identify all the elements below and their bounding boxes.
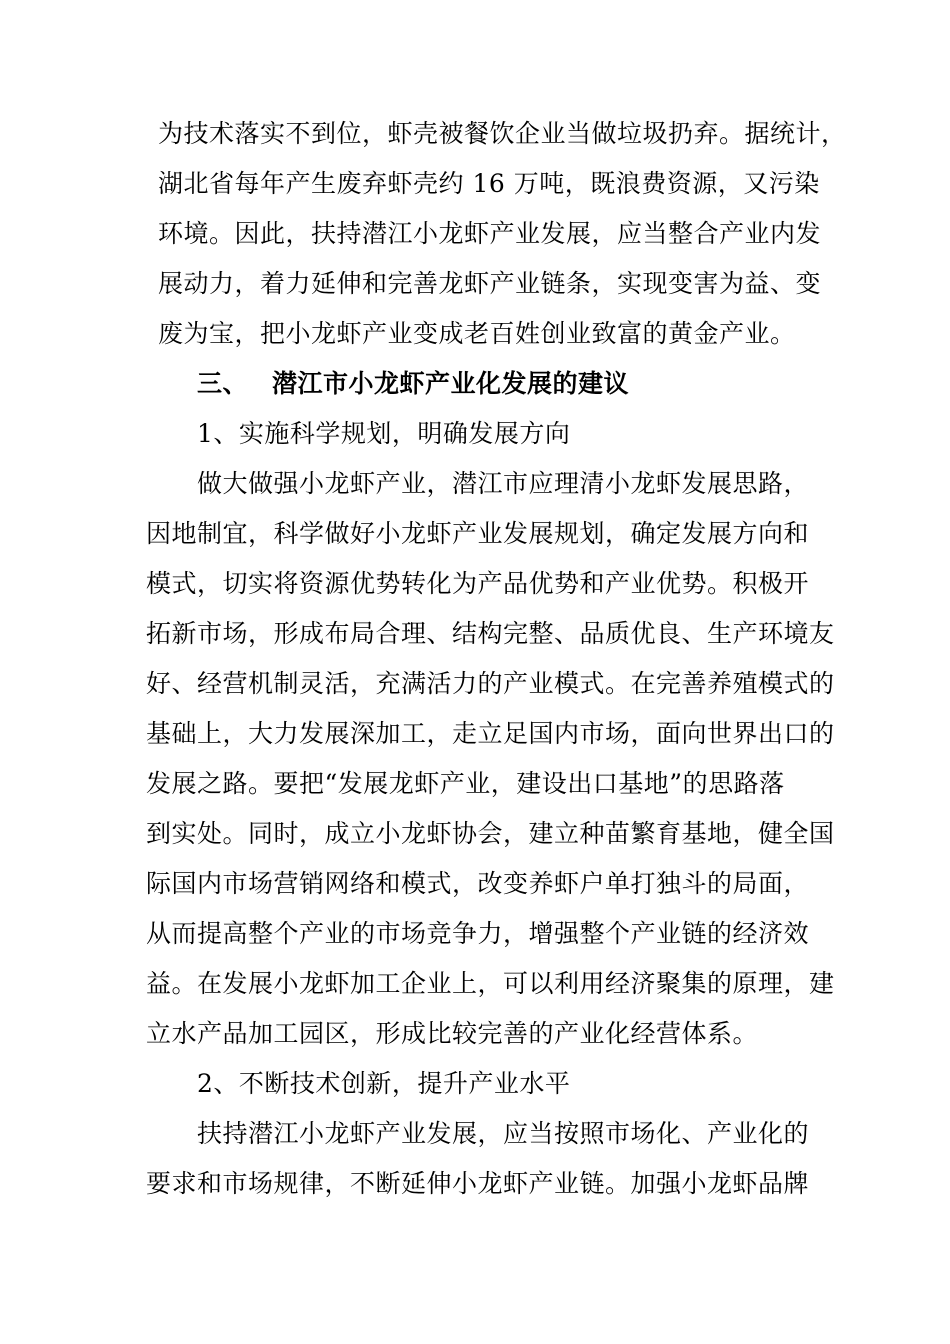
paragraph-line: 展动力，着力延伸和完善龙虾产业链条，实现变害为益、变 <box>158 269 822 298</box>
subsection-title: 1、实施科学规划，明确发展方向 <box>197 419 571 448</box>
section-number: 三、 <box>197 369 249 398</box>
paragraph-line: 益。在发展小龙虾加工企业上，可以利用经济聚集的原理，建 <box>146 969 835 998</box>
paragraph-line: 为技术落实不到位，虾壳被餐饮企业当做垃圾扔弃。据统计， <box>158 119 847 148</box>
paragraph-line: 要求和市场规律，不断延伸小龙虾产业链。加强小龙虾品牌 <box>146 1169 810 1198</box>
section-title: 潜江市小龙虾产业化发展的建议 <box>272 369 630 398</box>
paragraph-line: 从而提高整个产业的市场竞争力，增强整个产业链的经济效 <box>146 919 810 948</box>
paragraph-line: 湖北省每年产生废弃虾壳约 16 万吨，既浪费资源，又污染 <box>158 169 820 198</box>
paragraph-line: 做大做强小龙虾产业，潜江市应理清小龙虾发展思路， <box>197 469 810 498</box>
paragraph-line: 际国内市场营销网络和模式，改变养虾户单打独斗的局面， <box>146 869 810 898</box>
paragraph-line: 立水产品加工园区，形成比较完善的产业化经营体系。 <box>146 1019 759 1048</box>
paragraph-line: 好、经营机制灵活，充满活力的产业模式。在完善养殖模式的 <box>146 669 835 698</box>
subsection-title: 2、不断技术创新，提升产业水平 <box>197 1069 571 1098</box>
paragraph-line: 发展之路。要把“发展龙虾产业，建设出口基地”的思路落 <box>146 769 785 798</box>
section-heading <box>0 369 950 399</box>
paragraph-line: 废为宝，把小龙虾产业变成老百姓创业致富的黄金产业。 <box>158 319 796 348</box>
paragraph-line: 拓新市场，形成布局合理、结构完整、品质优良、生产环境友 <box>146 619 835 648</box>
paragraph-line: 因地制宜，科学做好小龙虾产业发展规划，确定发展方向和 <box>146 519 810 548</box>
paragraph-line: 模式，切实将资源优势转化为产品优势和产业优势。积极开 <box>146 569 810 598</box>
paragraph-line: 到实处。同时，成立小龙虾协会，建立种苗繁育基地，健全国 <box>146 819 835 848</box>
paragraph-line: 基础上，大力发展深加工，走立足国内市场，面向世界出口的 <box>146 719 835 748</box>
paragraph-line: 扶持潜江小龙虾产业发展，应当按照市场化、产业化的 <box>197 1119 810 1148</box>
paragraph-line: 环境。因此，扶持潜江小龙虾产业发展，应当整合产业内发 <box>158 219 822 248</box>
